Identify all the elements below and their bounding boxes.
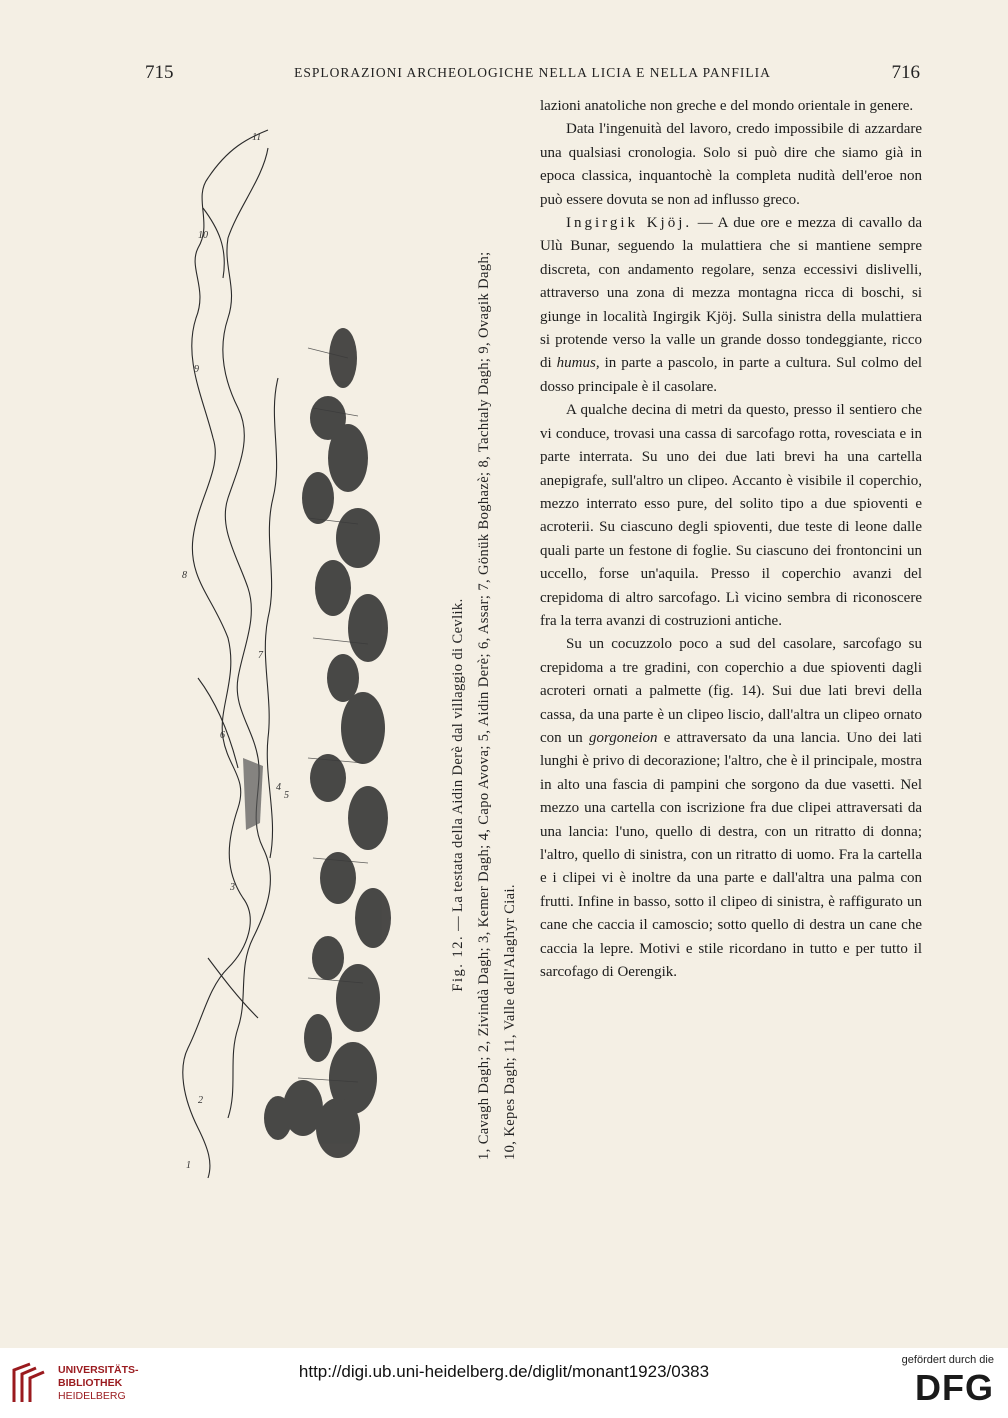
page-number-right: 716	[891, 62, 920, 83]
caption-title-line	[445, 430, 471, 1160]
caption-label: Fig. 12.	[450, 934, 466, 992]
dfg-logo[interactable]: DFG	[915, 1367, 994, 1408]
page-number-left: 715	[145, 62, 174, 83]
section-heading-ingirgik: Ingirgik Kjöj.	[566, 215, 693, 232]
paragraph-4: A qualche decina di metri da questo, presso il sentiero che vi conduce, trovasi una cassa di sarcofago rotta, rovesciata e in parte interrata. Su uno dei due lati brevi ha una cartella anepigrafe, sull'altro un clipeo. Accanto è visibile il coperchio, mezzo interrato esso pure, del solito tipo a due spioventi e acroterii. Su ciascuno degli spioventi, due teste di leone dalle quali parte un festone di foglie. Su ciascuno dei frontoncini un uccello, forse un'aquila. Presso il coperchio avanzi del crepidoma di altro sarcofago. Lì vicino sembra di riconoscere fra la terra avanzi di costruzioni antiche.	[540, 402, 922, 629]
body-text-column	[540, 95, 922, 984]
figure-number-3: 3	[230, 882, 235, 893]
paragraph-5: Su un cocuzzolo poco a sud del casolare, sarcofago su crepidoma a tre gradini, con coperchio a due spioventi dagli acroteri ornati a palmette (fig. 14). Sui due lati brevi della cassa, da una parte è un clipeo liscio, dall'altra un clipeo ornato con un gorgoneion e attraversato da una lancia. Uno dei lati lunghi è privo di decorazione; l'altro, che è il principale, mostra in alto una fascia di pampini che sorgono da due vasetti. Nel mezzo una cartella con iscrizione fra due clipei attraversati da una lancia: l'uno, quello di destra, con un ritratto di donna; l'altro, quello di sinistra, con un ritratto di uomo. Fra la cartella e i clipei vi è inoltre da una parte e dall'altra una palma con frutti. Infine in basso, sotto il clipeo di sinistra, è raffigurato un cane che caccia il camoscio; sotto quello di destra un cane che caccia la lepre. Motivi e stile ricordano in tutto e per tutto il sarcofago di Oerengik.	[540, 636, 922, 981]
permalink-url[interactable]: http://digi.ub.uni-heidelberg.de/diglit/monant1923/0383	[298, 1362, 710, 1381]
figure-number-8: 8	[182, 570, 187, 581]
caption-legend-line-1: 1, Cavagh Dagh; 2, Zivindà Dagh; 3, Kemer Dagh; 4, Capo Avova; 5, Aidin Derè; 6, Assar; 7, Gönük Boghazè; 8, Tachtaly Dagh; 9, Ovagik Dagh;	[476, 251, 492, 1160]
rock-shading	[243, 758, 263, 830]
caption-title: — La testata della Aidin Derè dal villaggio di Cevlik.	[450, 598, 466, 935]
ridge-fourth	[198, 208, 258, 1018]
running-title: ESPLORAZIONI ARCHEOLOGICHE NELLA LICIA E NELLA PANFILIA	[294, 65, 771, 80]
sponsor-block	[874, 1354, 994, 1414]
figure-number-10: 10	[198, 230, 208, 241]
paragraph-1: lazioni anatoliche non greche e del mondo orientale in genere.	[540, 98, 914, 114]
ridge-inner	[223, 148, 271, 1118]
running-head	[145, 62, 920, 86]
mountain-sketch	[168, 118, 403, 1180]
figure-number-6: 6	[220, 730, 225, 741]
figure-caption	[445, 251, 520, 1160]
figure-number-7: 7	[258, 650, 263, 661]
landscape-illustration	[168, 118, 403, 1180]
library-name-line2: BIBLIOTHEK	[58, 1377, 123, 1389]
ridge-outer	[183, 130, 268, 1178]
figure-number-9: 9	[194, 364, 199, 375]
digitization-footer	[0, 1348, 1008, 1418]
figure-number-2: 2	[198, 1095, 203, 1106]
figure-number-4: 4	[276, 782, 281, 793]
library-name-line3: HEIDELBERG	[58, 1390, 126, 1402]
figure-number-5: 5	[284, 790, 289, 801]
caption-legend-line-2: 10, Kepes Dagh; 11, Valle dell'Alaghyr Ciai.	[502, 884, 518, 1160]
figure-number-1: 1	[186, 1160, 191, 1171]
library-name-line1: UNIVERSITÄTS-	[58, 1364, 139, 1376]
paragraph-2: Data l'ingenuità del lavoro, credo impossibile di azzardare una qualsiasi cronologia. Solo si può dire che siamo già in epoca classica, inquantochè la completa nudità dell'eroe non può essere dovuta se non ad influsso greco.	[540, 121, 922, 208]
figure-number-11: 11	[252, 132, 262, 143]
paragraph-3: Ingirgik Kjöj. — A due ore e mezza di cavallo da Ulù Bunar, seguendo la mulattiera che si mantiene sempre discreta, con andamento regolare, senza eccessivi dislivelli, attraverso una zona di mezza montagna ricca di boschi, si giunge in località Ingirgik Kjöj. Sulla sinistra della mulattiera si protende verso la valle un grande dosso tondeggiante, ricco di humus, in parte a pascolo, in parte a cultura. Sul colmo del dosso principale è il casolare.	[540, 215, 922, 395]
sponsor-note: gefördert durch die	[901, 1354, 994, 1366]
